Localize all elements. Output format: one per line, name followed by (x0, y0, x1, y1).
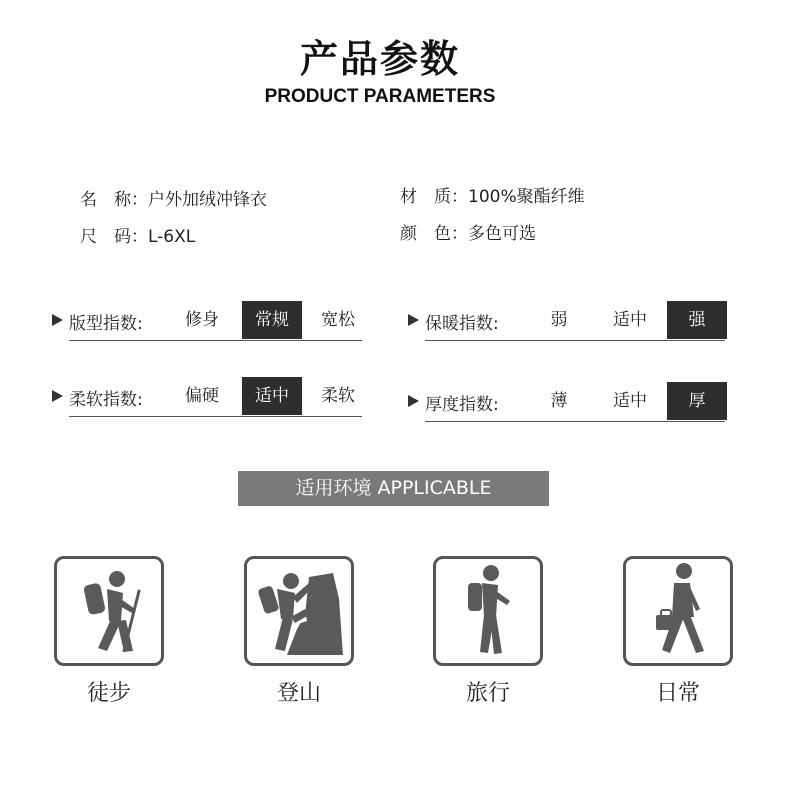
warmth-index (408, 301, 728, 341)
arrow-right-icon (408, 314, 419, 326)
divider (425, 421, 725, 422)
spec-name (80, 185, 267, 210)
divider (69, 416, 362, 417)
spec-key: 材 质： (400, 187, 468, 207)
climbing-icon (244, 556, 354, 666)
index-option: 适中 (613, 310, 647, 330)
arrow-right-icon (408, 395, 419, 407)
index-option: 适中 (613, 391, 647, 411)
index-label: 版型指数: (69, 314, 143, 334)
index-label: 保暖指数: (425, 314, 499, 334)
backpacker-icon (433, 556, 543, 666)
spec-value: 100%聚酯纤维 (468, 187, 585, 207)
softness-index (52, 377, 362, 417)
spec-color (400, 219, 536, 244)
index-option-selected: 常规 (242, 301, 302, 339)
index-option: 弱 (550, 310, 568, 330)
index-option-selected: 适中 (242, 377, 302, 415)
spec-key: 颜 色： (400, 224, 468, 244)
spec-value: 户外加绒冲锋衣 (148, 190, 267, 210)
index-label: 柔软指数: (69, 390, 143, 410)
activity-label: 日常 (655, 681, 700, 706)
activity-label: 旅行 (465, 681, 510, 706)
activity-climbing (244, 556, 354, 706)
walking-with-bag-icon (623, 556, 733, 666)
arrow-right-icon (52, 390, 63, 402)
fit-index (52, 301, 362, 341)
index-option: 柔软 (321, 386, 355, 406)
index-option: 偏硬 (185, 386, 219, 406)
divider (69, 340, 362, 341)
spec-material (400, 182, 585, 207)
hiking-icon (54, 556, 164, 666)
divider (425, 340, 725, 341)
activity-daily (623, 556, 733, 706)
index-option-selected: 强 (667, 301, 727, 339)
applicable-banner: 适用环境 APPLICABLE (238, 471, 549, 506)
spec-key: 名 称： (80, 190, 148, 210)
index-option-selected: 厚 (667, 382, 727, 420)
index-label: 厚度指数: (425, 395, 499, 415)
page-subtitle: PRODUCT PARAMETERS (264, 86, 496, 107)
activity-hiking (54, 556, 164, 706)
spec-value: 多色可选 (468, 224, 536, 244)
spec-value: L-6XL (148, 227, 196, 247)
activity-label: 徒步 (86, 681, 131, 706)
spec-key: 尺 码： (80, 227, 148, 247)
page-title: 产品参数 (299, 37, 460, 81)
index-option: 修身 (185, 310, 219, 330)
index-option: 薄 (550, 391, 568, 411)
thickness-index (408, 382, 728, 422)
activity-label: 登山 (276, 681, 321, 706)
index-option: 宽松 (321, 310, 355, 330)
spec-size (80, 222, 195, 247)
activity-travel (433, 556, 543, 706)
arrow-right-icon (52, 314, 63, 326)
